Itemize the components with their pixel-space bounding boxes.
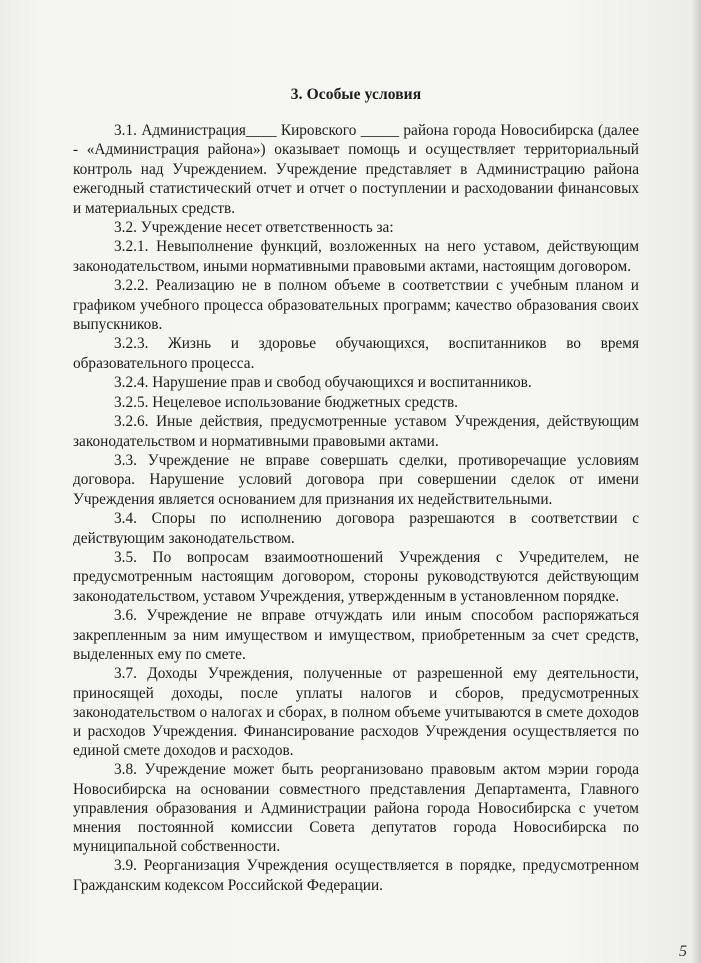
paragraph-3-2-1: 3.2.1. Невыполнение функций, возложенных на него уставом, действующим законодательством, иными нормативными правовыми актами, настоящим договором. (73, 238, 639, 275)
paragraph-3-4: 3.4. Споры по исполнению договора разрешаются в соответствии с действующим законодательством. (73, 510, 639, 547)
paragraph-3-2-2: 3.2.2. Реализацию не в полном объеме в соответствии с учебным планом и графиком учебного процесса образовательных программ; качество образования своих выпускников. (73, 277, 639, 334)
document-body (73, 86, 639, 895)
paragraph-3-5: 3.5. По вопросам взаимоотношений Учреждения с Учредителем, не предусмотренным настоящим договором, стороны руководствуются действующим законодательством, уставом Учреждения, утвержденным в установленном порядке. (73, 548, 639, 605)
paragraph-3-2-6: 3.2.6. Иные действия, предусмотренные уставом Учреждения, действующим законодательством и нормативными правовыми актами. (73, 413, 639, 450)
paragraph-3-8: 3.8. Учреждение может быть реорганизовано правовым актом мэрии города Новосибирска на основании совместного представления Департамента, Главного управления образования и Администрации района города Новосибирска с учетом мнения постоянной комиссии Совета депутатов города Новосибирска по муниципальной собственности. (73, 761, 639, 856)
paragraph-3-2-3: 3.2.3. Жизнь и здоровье обучающихся, воспитанников во время образовательного процесса. (73, 335, 639, 372)
paragraph-3-2-4: 3.2.4. Нарушение прав и свобод обучающихся и воспитанников. (114, 374, 532, 392)
paragraph-3-2-5: 3.2.5. Нецелевое использование бюджетных средств. (114, 393, 458, 411)
paragraph-3-1: 3.1. Администрация____ Кировского _____ района города Новосибирска (далее - «Администрация района») оказывает помощь и осуществляет территориальный контроль над Учреждением. Учреждение представляет в Администрацию района ежегодный статистический отчет и отчет о поступлении и расходовании финансовых и материальных средств. (73, 122, 639, 217)
paragraph-3-6: 3.6. Учреждение не вправе отчуждать или иным способом распоряжаться закрепленным за ним имуществом и имуществом, приобретенным за счет средств, выделенных ему по смете. (73, 607, 639, 663)
paragraph-3-2: 3.2. Учреждение несет ответственность за: (114, 219, 394, 237)
page-edge-shadow (691, 0, 701, 963)
paragraph-3-9: 3.9. Реорганизация Учреждения осуществляется в порядке, предусмотренном Гражданским кодексом Российской Федерации. (73, 857, 639, 894)
paragraph-3-7: 3.7. Доходы Учреждения, полученные от разрешенной ему деятельности, приносящей доходы, после уплаты налогов и сборов, предусмотренных законодательством о налогах и сборах, в полном объеме учитываются в смете доходов и расходов Учреждения. Финансирование расходов Учреждения осуществляется по единой смете доходов и расходов. (73, 665, 639, 760)
paragraph-3-3: 3.3. Учреждение не вправе совершать сделки, противоречащие условиям договора. Нарушение условий договора при совершении сделок от имени Учреждения является основанием для признания их недействительными. (73, 451, 639, 508)
page-number: 5 (679, 943, 687, 960)
section-title: 3. Особые условия (290, 86, 422, 103)
